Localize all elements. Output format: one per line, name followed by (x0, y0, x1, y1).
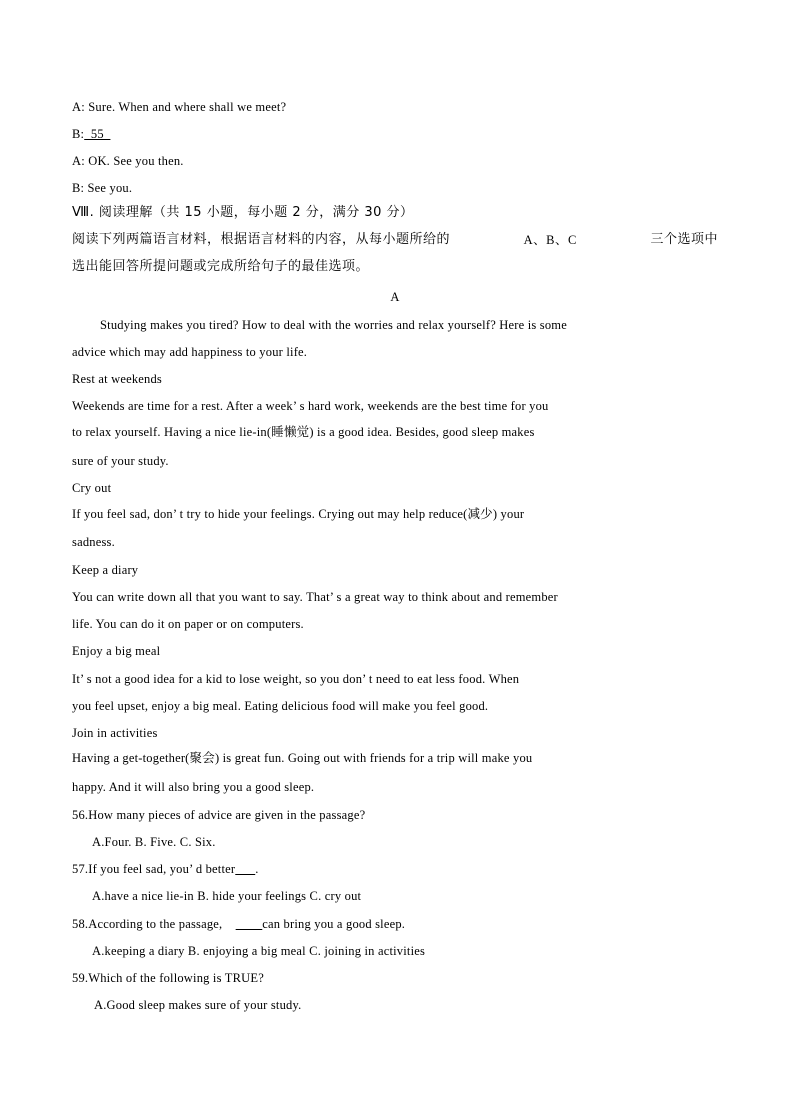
answer-blank-55: 55 (84, 127, 111, 141)
dialogue-b1-prefix: B: (72, 127, 85, 141)
heading-rest-at-weekends: Rest at weekends (72, 372, 162, 386)
passage-intro-line2: advice which may add happiness to your life. (72, 345, 308, 359)
instruction-part1: 阅读下列两篇语言材料，根据语言材料的内容，从每小题所给的 (72, 232, 451, 247)
question-58-blank (236, 917, 263, 931)
paragraph-4-line1: It’ s not a good idea for a kid to lose weight, so you don’ t need to eat less food. When (72, 672, 520, 686)
heading-join-in-activities: Join in activities (72, 726, 158, 740)
paragraph-3-line1: You can write down all that you want to say. That’ s a great way to think about and remember (72, 590, 558, 604)
paragraph-4-line2: you feel upset, enjoy a big meal. Eating delicious food will make you feel good. (72, 699, 489, 713)
question-58-options: A.keeping a diary B. enjoying a big meal C. joining in activities (92, 944, 426, 958)
paragraph-1-line1: Weekends are time for a rest. After a week’ s hard work, weekends are the best time for you (72, 399, 549, 413)
paragraph-1-line2: to relax yourself. Having a nice lie-in(睡懒觉) is a good idea. Besides, good sleep makes (72, 425, 535, 439)
passage-label: A (390, 290, 400, 304)
question-59-options: A.Good sleep makes sure of your study. (94, 998, 302, 1012)
paragraph-5-line2: happy. And it will also bring you a good sleep. (72, 780, 315, 794)
paragraph-2-line1: If you feel sad, don’ t try to hide your feelings. Crying out may help reduce(减少) your (72, 507, 525, 521)
question-57-blank (235, 862, 255, 876)
question-57-prefix: 57.If you feel sad, you’ d better (72, 862, 236, 876)
dialogue-line-b2: B: See you. (72, 181, 133, 195)
section-heading: Ⅷ. 阅读理解（共 15 小题，每小题 2 分，满分 30 分） (72, 205, 414, 220)
paragraph-3-line2: life. You can do it on paper or on computers. (72, 617, 304, 631)
dialogue-line-b1 (72, 126, 718, 142)
section-instruction-line1 (72, 232, 718, 248)
question-56-stem: 56.How many pieces of advice are given in the passage? (72, 808, 366, 822)
paragraph-2-line2: sadness. (72, 535, 115, 549)
intro-text-1: Studying makes you tired? How to deal with the worries and relax yourself? Here is some (100, 318, 567, 332)
question-58-stem (72, 916, 718, 932)
passage-intro-line1 (100, 317, 718, 333)
instruction-options: A、B、C (523, 233, 577, 247)
question-57-options: A.have a nice lie-in B. hide your feelings C. cry out (92, 889, 362, 903)
paragraph-1-line3: sure of your study. (72, 454, 169, 468)
instruction-part2: 三个选项中 (650, 232, 718, 247)
heading-keep-a-diary: Keep a diary (72, 563, 139, 577)
section-instruction-line2: 选出能回答所提问题或完成所给句子的最佳选项。 (72, 259, 370, 274)
question-58-prefix: 58.According to the passage, (72, 917, 236, 931)
paragraph-5-line1: Having a get-together(聚会) is great fun. Going out with friends for a trip will make you (72, 751, 533, 765)
question-57-suffix: . (255, 862, 259, 876)
heading-enjoy-a-big-meal: Enjoy a big meal (72, 644, 161, 658)
dialogue-line-a2: A: OK. See you then. (72, 154, 184, 168)
question-58-suffix: can bring you a good sleep. (262, 917, 406, 931)
question-56-options: A.Four. B. Five. C. Six. (92, 835, 216, 849)
question-59-stem: 59.Which of the following is TRUE? (72, 971, 264, 985)
dialogue-line-a1: A: Sure. When and where shall we meet? (72, 100, 287, 114)
heading-cry-out: Cry out (72, 481, 112, 495)
question-57-stem (72, 861, 718, 877)
